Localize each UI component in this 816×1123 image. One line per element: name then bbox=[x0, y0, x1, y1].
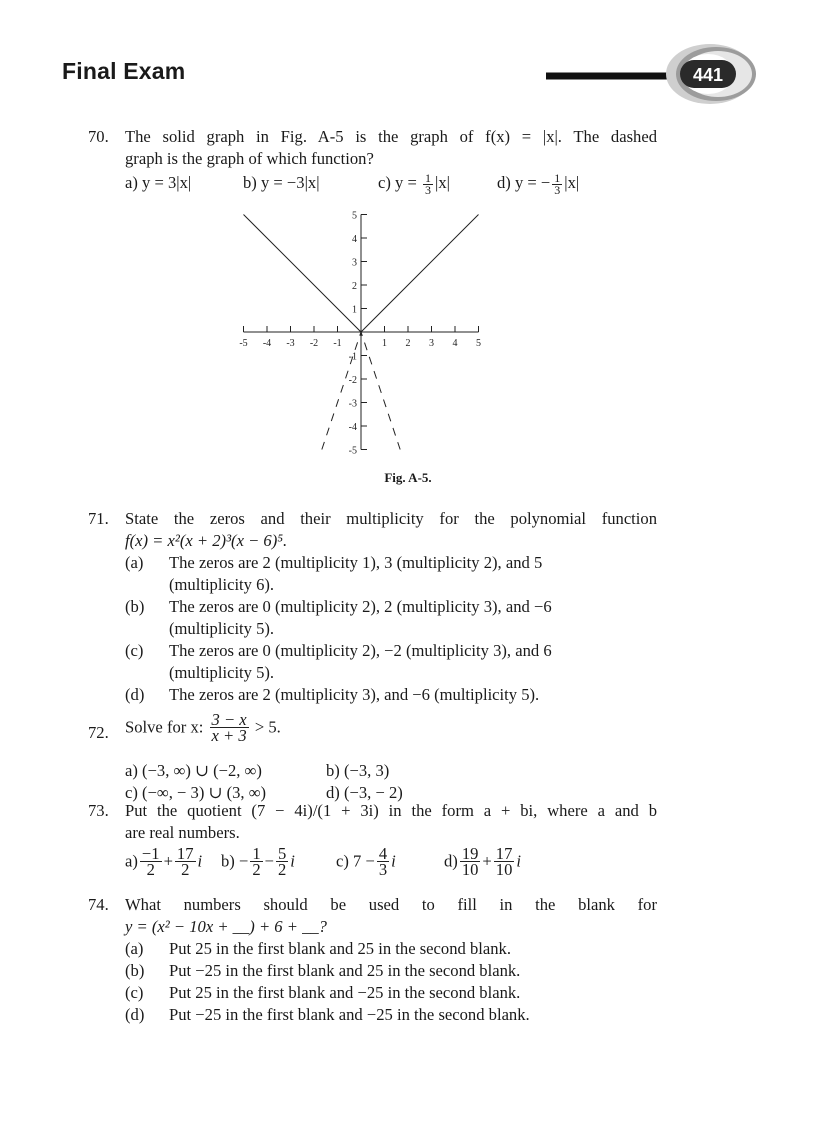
y-tick-label: 4 bbox=[352, 234, 357, 245]
choice-label: (d) bbox=[125, 685, 145, 704]
question-text: Solve for x: $\frac{3 - x}{x + 3}$ > 5. bbox=[125, 710, 281, 745]
question-text: State the zeros and their multiplicity for the polynomial function bbox=[125, 509, 657, 528]
x-tick-label: -3 bbox=[286, 338, 295, 349]
question-71 bbox=[88, 508, 688, 708]
y-tick-label: 3 bbox=[352, 257, 357, 269]
question-text: graph is the graph of which function? bbox=[125, 149, 374, 168]
choice-text: (multiplicity 5). bbox=[169, 663, 275, 682]
y-tick-label: -2 bbox=[348, 375, 357, 386]
x-tick-label: -5 bbox=[239, 338, 248, 349]
option-d: d) y = − $\frac{1}{3}$ |x| bbox=[497, 170, 580, 197]
option-d: d) (−3, − 2) bbox=[326, 783, 403, 802]
figure-caption: Fig. A-5. bbox=[384, 470, 432, 485]
x-tick-label: 5 bbox=[476, 338, 481, 349]
option-c: c) 7 − $\frac{4}{3}$ i bbox=[336, 844, 396, 879]
y-tick-label: -1 bbox=[348, 351, 357, 363]
question-text: are real numbers. bbox=[125, 823, 240, 842]
y-tick-label: 1 bbox=[352, 304, 357, 316]
polynomial: f(x) = x²(x + 2)³(x − 6)⁵. bbox=[125, 531, 288, 550]
option-b: b) y = −3|x| bbox=[243, 173, 320, 192]
question-text: The solid graph in Fig. A-5 is the graph of f(x) = |x|. The dashed bbox=[125, 127, 657, 146]
x-tick-label: -2 bbox=[309, 338, 319, 349]
option-a: a) $\frac{-1}{2}$ + $\frac{17}{2}$ i bbox=[125, 844, 203, 879]
y-tick-label: 2 bbox=[352, 281, 357, 292]
choice-text: The zeros are 0 (multiplicity 2), 2 (multiplicity 3), and −6 bbox=[169, 597, 552, 616]
choice-text: (multiplicity 6). bbox=[169, 575, 275, 594]
x-tick-label: -4 bbox=[262, 338, 272, 349]
x-tick-label: -1 bbox=[333, 338, 342, 349]
equation: y = (x² − 10x + __) + 6 + __? bbox=[125, 917, 327, 936]
question-text: What numbers should be used to fill in the blank for bbox=[125, 895, 657, 914]
x-tick-label: 4 bbox=[452, 338, 458, 349]
question-70 bbox=[88, 126, 688, 196]
option-b: b) − $\frac{1}{2}$ − $\frac{5}{2}$ i bbox=[221, 844, 295, 879]
choice-text: Put −25 in the first blank and 25 in the second blank. bbox=[169, 961, 521, 980]
y-tick-label: -4 bbox=[348, 422, 357, 433]
page-number-badge bbox=[540, 34, 760, 114]
y-tick-label: 5 bbox=[352, 210, 357, 222]
option-d: d) $\frac{19}{10}$ + $\frac{17}{10}$ i bbox=[444, 844, 521, 879]
choice-text: The zeros are 2 (multiplicity 1), 3 (multiplicity 2), and 5 bbox=[169, 553, 543, 572]
choice-label: (b) bbox=[125, 597, 145, 616]
option-b: b) (−3, 3) bbox=[326, 761, 390, 780]
option-c: c) y = $\frac{1}{3}$ |x| bbox=[378, 170, 450, 197]
choice-text: Put 25 in the first blank and −25 in the second blank. bbox=[169, 983, 521, 1002]
question-number: 74. bbox=[88, 895, 109, 914]
y-tick-label: -5 bbox=[348, 445, 357, 457]
question-74 bbox=[88, 894, 688, 1034]
choice-label: (a) bbox=[125, 939, 144, 958]
question-number: 73. bbox=[88, 801, 109, 820]
choice-label: (d) bbox=[125, 1005, 145, 1024]
choice-label: (c) bbox=[125, 983, 144, 1002]
choice-text: (multiplicity 5). bbox=[169, 619, 275, 638]
page-number: 441 bbox=[692, 65, 724, 85]
choice-label: (c) bbox=[125, 641, 144, 660]
x-tick-label: 2 bbox=[405, 338, 411, 349]
choice-text: Put 25 in the first blank and 25 in the second blank. bbox=[169, 939, 511, 958]
question-number: 70. bbox=[88, 127, 109, 146]
choice-label: (b) bbox=[125, 961, 145, 980]
option-a: a) y = 3|x| bbox=[125, 173, 192, 192]
option-a: a) (−3, ∞) ∪ (−2, ∞) bbox=[125, 761, 262, 780]
question-73 bbox=[88, 800, 688, 890]
x-tick-label: 1 bbox=[382, 338, 387, 349]
question-72 bbox=[88, 712, 688, 802]
choice-text: The zeros are 2 (multiplicity 3), and −6 (multiplicity 5). bbox=[169, 685, 540, 704]
function-graph bbox=[230, 206, 500, 466]
option-c: c) (−∞, − 3) ∪ (3, ∞) bbox=[125, 783, 267, 802]
choice-text: The zeros are 0 (multiplicity 2), −2 (multiplicity 3), and 6 bbox=[169, 641, 552, 660]
page-title: Final Exam bbox=[62, 58, 186, 84]
question-number: 72. bbox=[88, 723, 109, 742]
question-number: 71. bbox=[88, 509, 109, 528]
choice-text: Put −25 in the first blank and −25 in the second blank. bbox=[169, 1005, 530, 1024]
y-tick-label: -3 bbox=[348, 398, 357, 410]
x-tick-label: 3 bbox=[429, 338, 434, 349]
question-text: Put the quotient (7 − 4i)/(1 + 3i) in the form a + bi, where a and b bbox=[125, 801, 657, 820]
choice-label: (a) bbox=[125, 553, 144, 572]
